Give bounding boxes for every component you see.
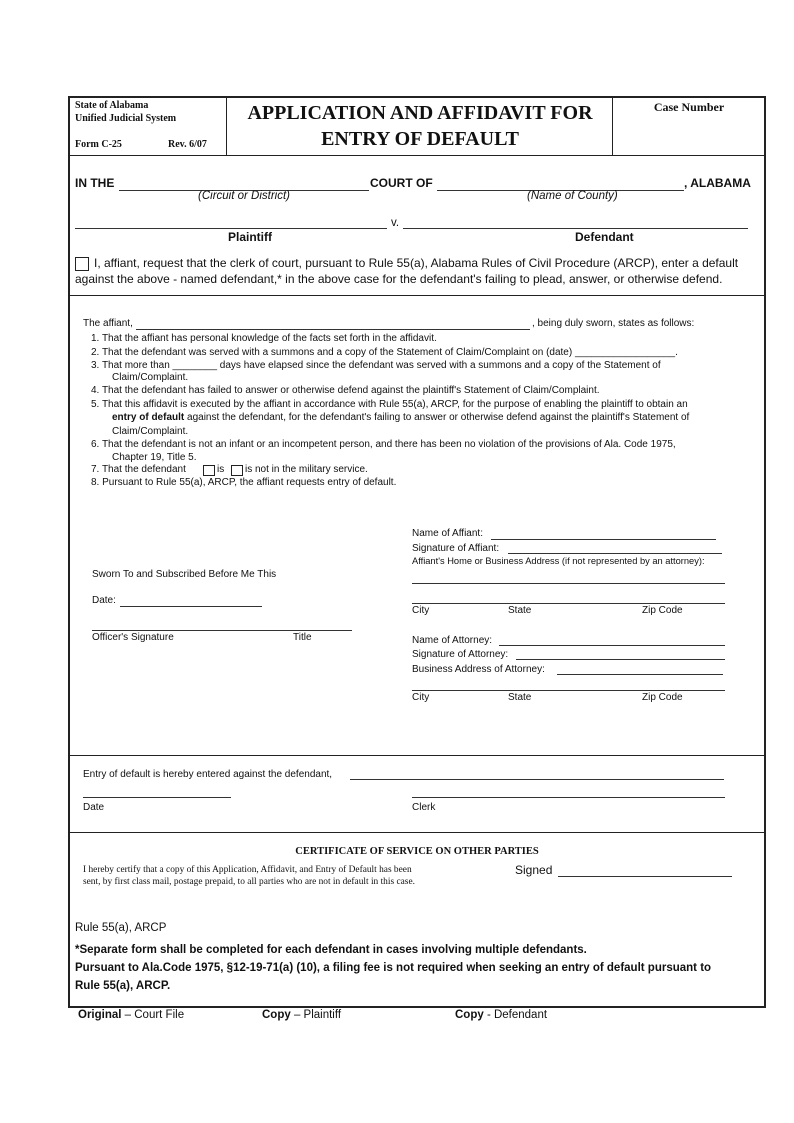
affidavit-item-6b: Chapter 19, Title 5. bbox=[112, 452, 197, 463]
business-address-field-2[interactable] bbox=[412, 690, 725, 691]
form-revision: Rev. 6/07 bbox=[168, 139, 207, 150]
affidavit-item-5b-rest: against the defendant, for the defendant's failing to answer or otherwise defend against the plaintiff's Statement of bbox=[184, 412, 690, 423]
note-separate-form: *Separate form shall be completed for each defendant in cases involving multiple defendants. bbox=[75, 944, 587, 956]
affiant-prefix: The affiant, bbox=[83, 318, 133, 329]
request-text-line1: I, affiant, request that the clerk of court, pursuant to Rule 55(a), Alabama Rules of Civil Procedure (ARCP), enter a default bbox=[94, 256, 739, 270]
affidavit-item-5a: 5. That this affidavit is executed by the affiant in accordance with Rule 55(a), ARCP, for the purpose of enabling the plaintiff to obtain an bbox=[91, 399, 688, 410]
name-of-affiant-field[interactable] bbox=[491, 539, 716, 540]
defendant-field[interactable] bbox=[403, 228, 748, 229]
entry-date-field[interactable] bbox=[83, 797, 231, 798]
defendant-label: Defendant bbox=[575, 230, 634, 244]
request-text-line2: against the above - named defendant,* in the above case for the defendant's failing to plead, answer, or otherwise defend. bbox=[75, 272, 723, 286]
affiant-address-label: Affiant's Home or Business Address (if not represented by an attorney): bbox=[412, 556, 705, 566]
entry-clerk-field[interactable] bbox=[412, 797, 725, 798]
affiant-name-field[interactable] bbox=[136, 329, 530, 330]
case-number-label: Case Number bbox=[653, 100, 725, 114]
affidavit-item-4: 4. That the defendant has failed to answer or otherwise defend against the plaintiff's Statement of Claim/Complaint. bbox=[91, 385, 600, 396]
affiant-city-label: City bbox=[412, 605, 430, 616]
rule-label: Rule 55(a), ARCP bbox=[75, 922, 167, 934]
military-is-not-checkbox[interactable] bbox=[231, 465, 243, 476]
officer-signature-label: Officer's Signature bbox=[92, 632, 174, 643]
affiant-zip-label: Zip Code bbox=[642, 605, 683, 616]
affiant-suffix: , being duly sworn, states as follows: bbox=[532, 318, 695, 329]
affiant-address-field-2[interactable] bbox=[412, 603, 725, 604]
name-of-affiant-label: Name of Affiant: bbox=[412, 528, 483, 539]
sworn-label: Sworn To and Subscribed Before Me This bbox=[92, 569, 277, 580]
signature-of-affiant-label: Signature of Affiant: bbox=[412, 543, 500, 554]
affidavit-item-2: 2. That the defendant was served with a summons and a copy of the Statement of Claim/Complaint on (date) __________________. bbox=[91, 347, 678, 358]
note-filing-fee-line1: Pursuant to Ala.Code 1975, §12-19-71(a) (10), a filing fee is not required when seeking an entry of default pursuant to bbox=[75, 962, 712, 974]
footer-copy-plaintiff bbox=[262, 1009, 341, 1021]
entry-of-default-text: Entry of default is hereby entered against the defendant, bbox=[83, 769, 333, 780]
certificate-line1: I hereby certify that a copy of this Application, Affidavit, and Entry of Default has been bbox=[83, 865, 412, 875]
in-the-label: IN THE bbox=[75, 176, 115, 190]
plaintiff-label: Plaintiff bbox=[228, 230, 272, 244]
affidavit-item-3b: Claim/Complaint. bbox=[112, 372, 189, 383]
business-address-field-1[interactable] bbox=[557, 674, 723, 675]
state-label: State of Alabama bbox=[75, 100, 149, 111]
entry-defendant-field[interactable] bbox=[350, 779, 724, 780]
circuit-hint: (Circuit or District) bbox=[198, 190, 290, 202]
military-is-checkbox[interactable] bbox=[203, 465, 215, 476]
form-title-line1: APPLICATION AND AFFIDAVIT FOR bbox=[247, 102, 593, 124]
alabama-label: , ALABAMA bbox=[684, 176, 751, 190]
request-checkbox[interactable] bbox=[75, 257, 89, 271]
header-left-divider bbox=[226, 96, 227, 155]
footer-copy1-rest: – Plaintiff bbox=[290, 1009, 342, 1021]
officer-title-label: Title bbox=[293, 632, 312, 643]
affidavit-section-divider bbox=[68, 755, 766, 756]
affidavit-item-6a: 6. That the defendant is not an infant or an incompetent person, and there has been no violation of the provisions of Ala. Code 1975, bbox=[91, 439, 676, 450]
signature-of-attorney-label: Signature of Attorney: bbox=[412, 649, 509, 660]
form-title-line2: ENTRY OF DEFAULT bbox=[321, 128, 519, 150]
sworn-date-label: Date: bbox=[92, 595, 116, 606]
signature-of-attorney-field[interactable] bbox=[516, 659, 725, 660]
military-is-not-label: is not in the military service. bbox=[245, 464, 368, 475]
affiant-address-field-1[interactable] bbox=[412, 583, 725, 584]
affidavit-item-5b bbox=[112, 412, 689, 425]
county-hint: (Name of County) bbox=[527, 190, 618, 202]
signature-of-affiant-field[interactable] bbox=[508, 553, 722, 554]
plaintiff-field[interactable] bbox=[75, 228, 387, 229]
business-address-label: Business Address of Attorney: bbox=[412, 664, 545, 675]
signed-field[interactable] bbox=[558, 876, 732, 877]
entry-section-divider bbox=[68, 832, 766, 833]
footer-copy2-bold: Copy bbox=[455, 1009, 484, 1021]
footer-original bbox=[78, 1009, 184, 1021]
header-divider bbox=[68, 155, 766, 156]
entry-date-label: Date bbox=[83, 802, 105, 813]
system-label: Unified Judicial System bbox=[75, 113, 177, 124]
attorney-state-label: State bbox=[508, 692, 532, 703]
affidavit-item-1: 1. That the affiant has personal knowledge of the facts set forth in the affidavit. bbox=[91, 333, 437, 344]
footer-copy2-rest: - Defendant bbox=[483, 1009, 548, 1021]
court-section-divider bbox=[68, 295, 766, 296]
sworn-date-field[interactable] bbox=[120, 606, 262, 607]
note-filing-fee-line2: Rule 55(a), ARCP. bbox=[75, 980, 171, 992]
signed-label: Signed bbox=[515, 863, 553, 877]
affiant-state-label: State bbox=[508, 605, 532, 616]
versus-label: v. bbox=[391, 217, 400, 229]
military-is-label: is bbox=[217, 464, 225, 475]
court-of-label: COURT OF bbox=[370, 176, 433, 190]
affidavit-item-8: 8. Pursuant to Rule 55(a), ARCP, the affiant requests entry of default. bbox=[91, 477, 397, 488]
footer-original-bold: Original bbox=[78, 1009, 122, 1021]
entry-clerk-label: Clerk bbox=[412, 802, 436, 813]
entry-of-default-bold: entry of default bbox=[112, 412, 185, 423]
certificate-title: CERTIFICATE OF SERVICE ON OTHER PARTIES bbox=[295, 846, 539, 857]
attorney-city-label: City bbox=[412, 692, 430, 703]
name-of-attorney-field[interactable] bbox=[499, 645, 725, 646]
footer-copy1-bold: Copy bbox=[262, 1009, 291, 1021]
officer-signature-field[interactable] bbox=[92, 630, 352, 631]
footer-original-rest: – Court File bbox=[121, 1009, 185, 1021]
case-number-field[interactable] bbox=[618, 118, 760, 150]
form-number: Form C-25 bbox=[75, 139, 122, 150]
affidavit-item-3a: 3. That more than ________ days have elapsed since the defendant was served with a summons and a copy of the Statement of bbox=[91, 360, 661, 371]
header-right-divider bbox=[612, 96, 613, 155]
certificate-line2: sent, by first class mail, postage prepaid, to all parties who are not in default in this case. bbox=[83, 877, 415, 887]
name-of-attorney-label: Name of Attorney: bbox=[412, 635, 493, 646]
attorney-zip-label: Zip Code bbox=[642, 692, 683, 703]
affidavit-item-7-prefix: 7. That the defendant bbox=[91, 464, 186, 475]
footer-copy-defendant bbox=[455, 1009, 547, 1021]
affidavit-item-5c: Claim/Complaint. bbox=[112, 426, 189, 437]
